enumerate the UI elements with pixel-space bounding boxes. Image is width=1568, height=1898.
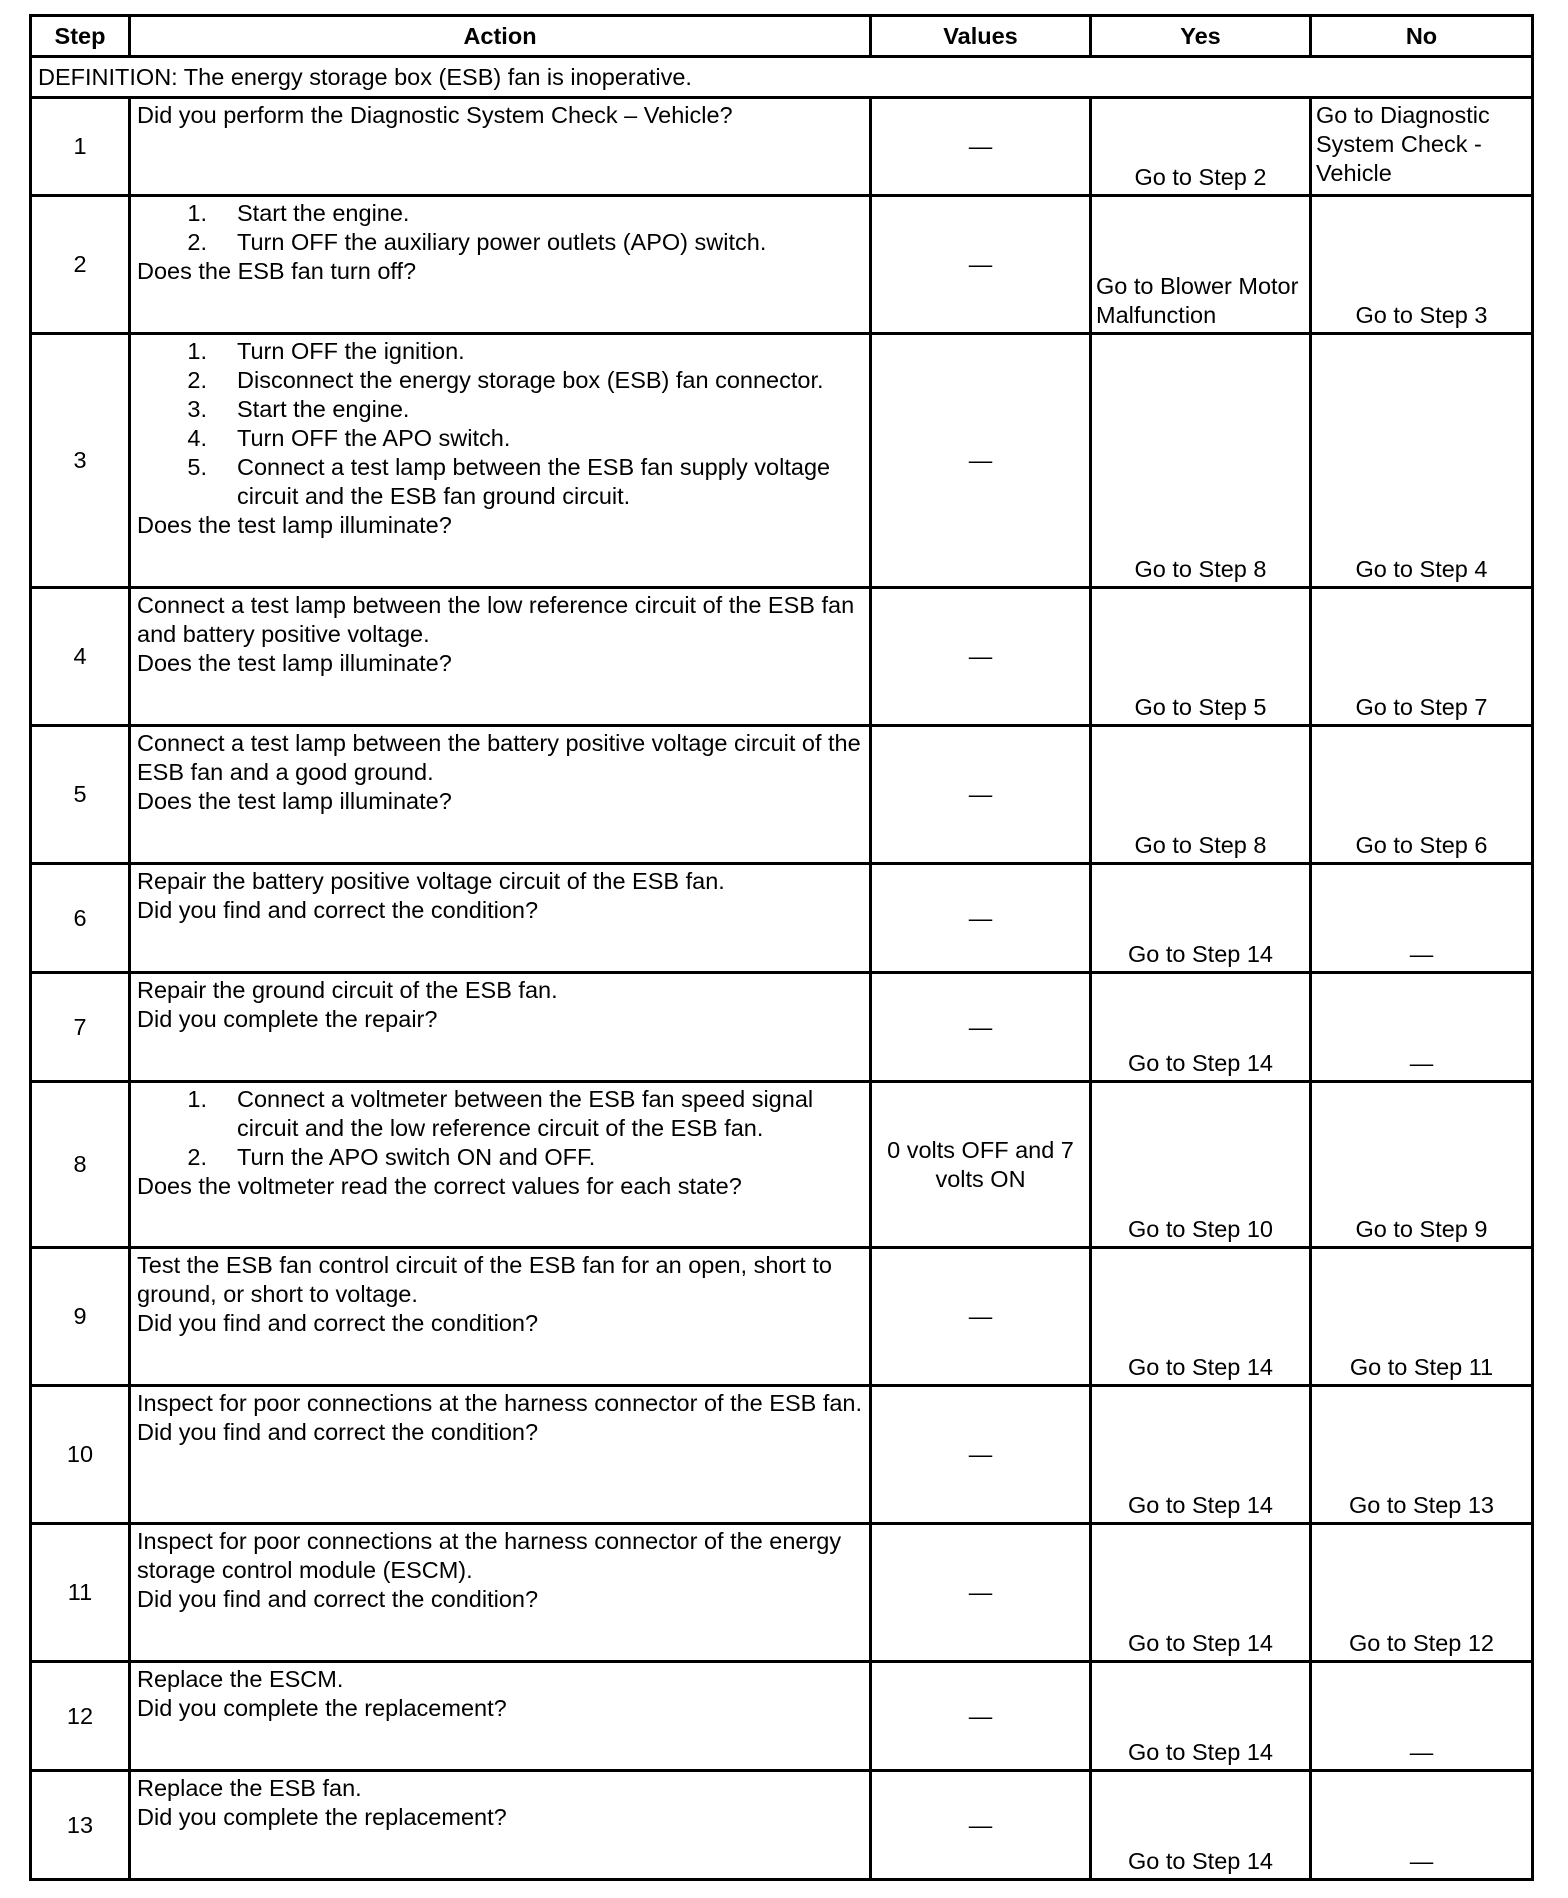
action-cell (130, 196, 871, 334)
action-text: Replace the ESCM. (137, 1666, 344, 1692)
no-cell: Go to Diagnostic System Check - Vehicle (1311, 98, 1533, 196)
action-cell (130, 1771, 871, 1880)
yes-cell: Go to Step 14 (1091, 1524, 1311, 1662)
step-number: 5 (31, 726, 130, 864)
no-cell: — (1311, 973, 1533, 1082)
action-cell (130, 334, 871, 588)
no-cell: Go to Step 7 (1311, 588, 1533, 726)
table-row (31, 1386, 1533, 1524)
yes-cell: Go to Blower Motor Malfunction (1091, 196, 1311, 334)
values-cell: — (871, 1386, 1091, 1524)
list-item: 2. Turn OFF the auxiliary power outlets (APO) switch. (187, 229, 767, 255)
table-row (31, 588, 1533, 726)
yes-cell: Go to Step 8 (1091, 334, 1311, 588)
table-row (31, 1662, 1533, 1771)
action-cell (130, 726, 871, 864)
no-cell: — (1311, 1771, 1533, 1880)
table-row (31, 726, 1533, 864)
list-item: 2. Disconnect the energy storage box (ESB) fan connector. (187, 367, 824, 393)
values-cell: — (871, 1524, 1091, 1662)
action-text: Replace the ESB fan. (137, 1775, 362, 1801)
no-cell: — (1311, 1662, 1533, 1771)
action-text: Connect a test lamp between the battery positive voltage circuit of the ESB fan and a good ground. (137, 730, 861, 785)
action-question: Does the test lamp illuminate? (137, 650, 452, 676)
action-cell (130, 1524, 871, 1662)
action-question: Did you find and correct the condition? (137, 1419, 539, 1445)
yes-cell: Go to Step 10 (1091, 1082, 1311, 1248)
no-cell: Go to Step 11 (1311, 1248, 1533, 1386)
step-number: 12 (31, 1662, 130, 1771)
step-number: 1 (31, 98, 130, 196)
definition-text: DEFINITION: The energy storage box (ESB) fan is inoperative. (31, 57, 1533, 98)
yes-cell: Go to Step 2 (1091, 98, 1311, 196)
action-question: Does the test lamp illuminate? (137, 788, 452, 814)
values-cell: 0 volts OFF and 7 volts ON (871, 1082, 1091, 1248)
values-cell: — (871, 726, 1091, 864)
action-cell (130, 588, 871, 726)
action-question: Did you find and correct the condition? (137, 1310, 539, 1336)
table-row (31, 1248, 1533, 1386)
values-cell: — (871, 588, 1091, 726)
yes-cell: Go to Step 5 (1091, 588, 1311, 726)
list-item: 1. Connect a voltmeter between the ESB fan speed signal circuit and the low reference circuit of the ESB fan. (187, 1086, 814, 1141)
action-question: Does the ESB fan turn off? (137, 258, 417, 284)
table-row (31, 334, 1533, 588)
list-item: 1. Turn OFF the ignition. (187, 338, 465, 364)
yes-cell: Go to Step 14 (1091, 973, 1311, 1082)
yes-cell: Go to Step 8 (1091, 726, 1311, 864)
action-question: Did you find and correct the condition? (137, 897, 539, 923)
action-text: Did you perform the Diagnostic System Check – Vehicle? (137, 102, 733, 128)
step-number: 10 (31, 1386, 130, 1524)
table-row (31, 196, 1533, 334)
step-number: 2 (31, 196, 130, 334)
values-cell: — (871, 1771, 1091, 1880)
step-number: 4 (31, 588, 130, 726)
header-row (31, 16, 1533, 57)
values-cell: — (871, 973, 1091, 1082)
action-question: Did you complete the replacement? (137, 1695, 507, 1721)
values-cell: — (871, 98, 1091, 196)
diagnostic-table (29, 14, 1534, 1881)
no-cell: Go to Step 6 (1311, 726, 1533, 864)
no-cell: Go to Step 9 (1311, 1082, 1533, 1248)
action-cell (130, 973, 871, 1082)
table-row (31, 1771, 1533, 1880)
step-number: 13 (31, 1771, 130, 1880)
procedure-list (137, 337, 863, 511)
action-question: Did you complete the repair? (137, 1006, 438, 1032)
values-cell: — (871, 196, 1091, 334)
action-cell (130, 1662, 871, 1771)
action-cell (130, 864, 871, 973)
step-number: 6 (31, 864, 130, 973)
action-text: Connect a test lamp between the low reference circuit of the ESB fan and battery positive voltage. (137, 592, 855, 647)
action-text: Test the ESB fan control circuit of the ESB fan for an open, short to ground, or short to voltage. (137, 1252, 832, 1307)
procedure-list (137, 1085, 863, 1172)
yes-cell: Go to Step 14 (1091, 1771, 1311, 1880)
definition-row (31, 57, 1533, 98)
header-no: No (1311, 16, 1533, 57)
values-cell: — (871, 864, 1091, 973)
action-cell (130, 1248, 871, 1386)
action-text: Repair the battery positive voltage circuit of the ESB fan. (137, 868, 725, 894)
action-question: Does the test lamp illuminate? (137, 512, 452, 538)
action-question: Did you find and correct the condition? (137, 1586, 539, 1612)
step-number: 3 (31, 334, 130, 588)
header-action: Action (130, 16, 871, 57)
values-cell: — (871, 334, 1091, 588)
action-text: Inspect for poor connections at the harness connector of the ESB fan. (137, 1390, 863, 1416)
step-number: 8 (31, 1082, 130, 1248)
table-row (31, 973, 1533, 1082)
list-item: 5. Connect a test lamp between the ESB fan supply voltage circuit and the ESB fan ground circuit. (187, 454, 831, 509)
action-cell (130, 1082, 871, 1248)
step-number: 9 (31, 1248, 130, 1386)
no-cell: — (1311, 864, 1533, 973)
no-cell: Go to Step 13 (1311, 1386, 1533, 1524)
no-cell: Go to Step 3 (1311, 196, 1533, 334)
list-item: 1. Start the engine. (187, 200, 410, 226)
yes-cell: Go to Step 14 (1091, 1386, 1311, 1524)
action-cell (130, 1386, 871, 1524)
list-item: 3. Start the engine. (187, 396, 410, 422)
table-row (31, 1524, 1533, 1662)
action-question: Did you complete the replacement? (137, 1804, 507, 1830)
list-item: 4. Turn OFF the APO switch. (187, 425, 511, 451)
no-cell: Go to Step 4 (1311, 334, 1533, 588)
header-step: Step (31, 16, 130, 57)
action-text: Inspect for poor connections at the harness connector of the energy storage control module (ESCM). (137, 1528, 842, 1583)
yes-cell: Go to Step 14 (1091, 1662, 1311, 1771)
values-cell: — (871, 1248, 1091, 1386)
step-number: 11 (31, 1524, 130, 1662)
action-question: Does the voltmeter read the correct values for each state? (137, 1173, 742, 1199)
header-values: Values (871, 16, 1091, 57)
table-row (31, 98, 1533, 196)
header-yes: Yes (1091, 16, 1311, 57)
no-cell: Go to Step 12 (1311, 1524, 1533, 1662)
procedure-list (137, 199, 863, 257)
values-cell: — (871, 1662, 1091, 1771)
action-text: Repair the ground circuit of the ESB fan. (137, 977, 558, 1003)
table-row (31, 864, 1533, 973)
table-row (31, 1082, 1533, 1248)
step-number: 7 (31, 973, 130, 1082)
list-item: 2. Turn the APO switch ON and OFF. (187, 1144, 596, 1170)
yes-cell: Go to Step 14 (1091, 1248, 1311, 1386)
action-cell (130, 98, 871, 196)
yes-cell: Go to Step 14 (1091, 864, 1311, 973)
